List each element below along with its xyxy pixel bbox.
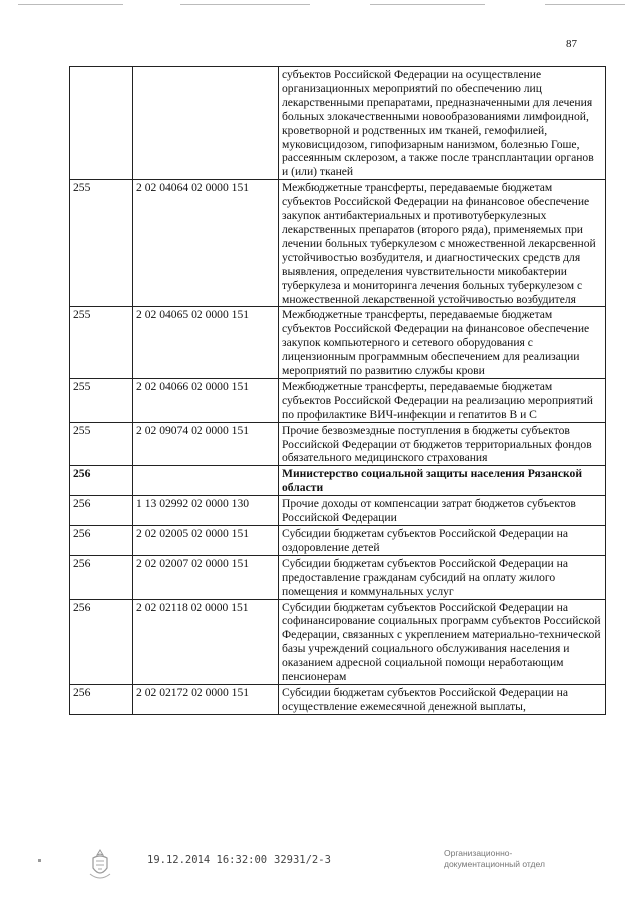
footer-department-line2: документационный отдел [444, 859, 545, 869]
row-kbk-cell [133, 466, 279, 496]
table-row [70, 466, 606, 496]
row-text-cell: Субсидии бюджетам субъектов Российской Федерации на оздоровление детей [279, 526, 606, 556]
row-kbk-cell: 2 02 04065 02 0000 151 [133, 307, 279, 379]
page-number: 87 [566, 38, 577, 50]
top-rule-4 [545, 4, 625, 5]
row-text-cell: Прочие безвозмездные поступления в бюджеты субъектов Российской Федерации от бюджетов территориальных фондов обязательного медицинского страхования [279, 422, 606, 466]
seal-emblem-icon [88, 848, 112, 882]
row-kbk-cell: 2 02 09074 02 0000 151 [133, 422, 279, 466]
table-row [70, 555, 606, 599]
row-code-cell: 255 [70, 422, 133, 466]
row-kbk-cell: 1 13 02992 02 0000 130 [133, 496, 279, 526]
row-text-cell: Прочие доходы от компенсации затрат бюджетов субъектов Российской Федерации [279, 496, 606, 526]
row-text-cell: Межбюджетные трансферты, передаваемые бюджетам субъектов Российской Федерации на финансовое обеспечение закупок антибактериальных и противотуберкулезных лекарственных препаратов (второго ряда), применяемых при лечении больных туберкулезом с множественной лекарсвенной устойчивостью возбудителя, и диагностических средств для выявления, определения чувствительности микобактерии туберкулеза и мониторинга лечения больных туберкулезом с множественной лекарственной устойчивостью возбудителя [279, 180, 606, 307]
row-code-cell: 256 [70, 684, 133, 714]
margin-mark [38, 859, 41, 862]
row-text-cell: Субсидии бюджетам субъектов Российской Федерации на софинансирование социальных программ субъектов Российской Федерации, связанных с укреплением материально-технической базы учреждений социального обслуживания населения и оказанием адресной социальной помощи неработающим пенсионерам [279, 599, 606, 684]
row-code-cell: 256 [70, 526, 133, 556]
top-rule-3 [370, 4, 485, 5]
top-rule-2 [180, 4, 310, 5]
table-row [70, 307, 606, 379]
footer-department-line1: Организационно- [444, 848, 513, 858]
row-kbk-cell: 2 02 02172 02 0000 151 [133, 684, 279, 714]
row-text-cell: Субсидии бюджетам субъектов Российской Федерации на предоставление гражданам субсидий на оплату жилого помещения и коммунальных услуг [279, 555, 606, 599]
row-kbk-cell: 2 02 02005 02 0000 151 [133, 526, 279, 556]
footer-doc-number: 32931/2-3 [274, 854, 331, 866]
row-kbk-cell [133, 67, 279, 180]
table-row [70, 378, 606, 422]
table-row [70, 67, 606, 180]
row-code-cell [70, 67, 133, 180]
row-text-cell: Межбюджетные трансферты, передаваемые бюджетам субъектов Российской Федерации на реализацию мероприятий по профилактике ВИЧ-инфекции и гепатитов В и С [279, 378, 606, 422]
row-code-cell: 256 [70, 496, 133, 526]
table-row [70, 684, 606, 714]
row-text-cell: субъектов Российской Федерации на осуществление организационных мероприятий по обеспечению лиц лекарственными препаратами, предназначенными для лечения больных злокачественными новообразованиями лимфоидной, кроветворной и родственных им тканей, гемофилией, муковисцидозом, гипофизарным нанизмом, болезнью Гоше, рассеянным склерозом, а также после трансплантации органов и (или) тканей [279, 67, 606, 180]
row-text-cell: Министерство социальной защиты населения Рязанской области [279, 466, 606, 496]
table-row [70, 422, 606, 466]
row-code-cell: 256 [70, 466, 133, 496]
row-kbk-cell: 2 02 02007 02 0000 151 [133, 555, 279, 599]
row-text-cell: Межбюджетные трансферты, передаваемые бюджетам субъектов Российской Федерации на финансовое обеспечение закупок компьютерного и сетевого оборудования с лицензионным программным обеспечением для реализации мероприятий по развитию службы крови [279, 307, 606, 379]
row-code-cell: 256 [70, 599, 133, 684]
row-code-cell: 255 [70, 378, 133, 422]
row-kbk-cell: 2 02 04066 02 0000 151 [133, 378, 279, 422]
row-kbk-cell: 2 02 02118 02 0000 151 [133, 599, 279, 684]
row-text-cell: Субсидии бюджетам субъектов Российской Федерации на осуществление ежемесячной денежной выплаты, [279, 684, 606, 714]
revenue-codes-table [69, 66, 606, 715]
row-code-cell: 255 [70, 307, 133, 379]
table-row [70, 496, 606, 526]
row-code-cell: 255 [70, 180, 133, 307]
row-code-cell: 256 [70, 555, 133, 599]
footer-department [444, 848, 545, 870]
table-row [70, 180, 606, 307]
table-row [70, 599, 606, 684]
top-rule-1 [18, 4, 123, 5]
row-kbk-cell: 2 02 04064 02 0000 151 [133, 180, 279, 307]
table-row [70, 526, 606, 556]
footer-timestamp: 19.12.2014 16:32:00 [147, 854, 268, 866]
